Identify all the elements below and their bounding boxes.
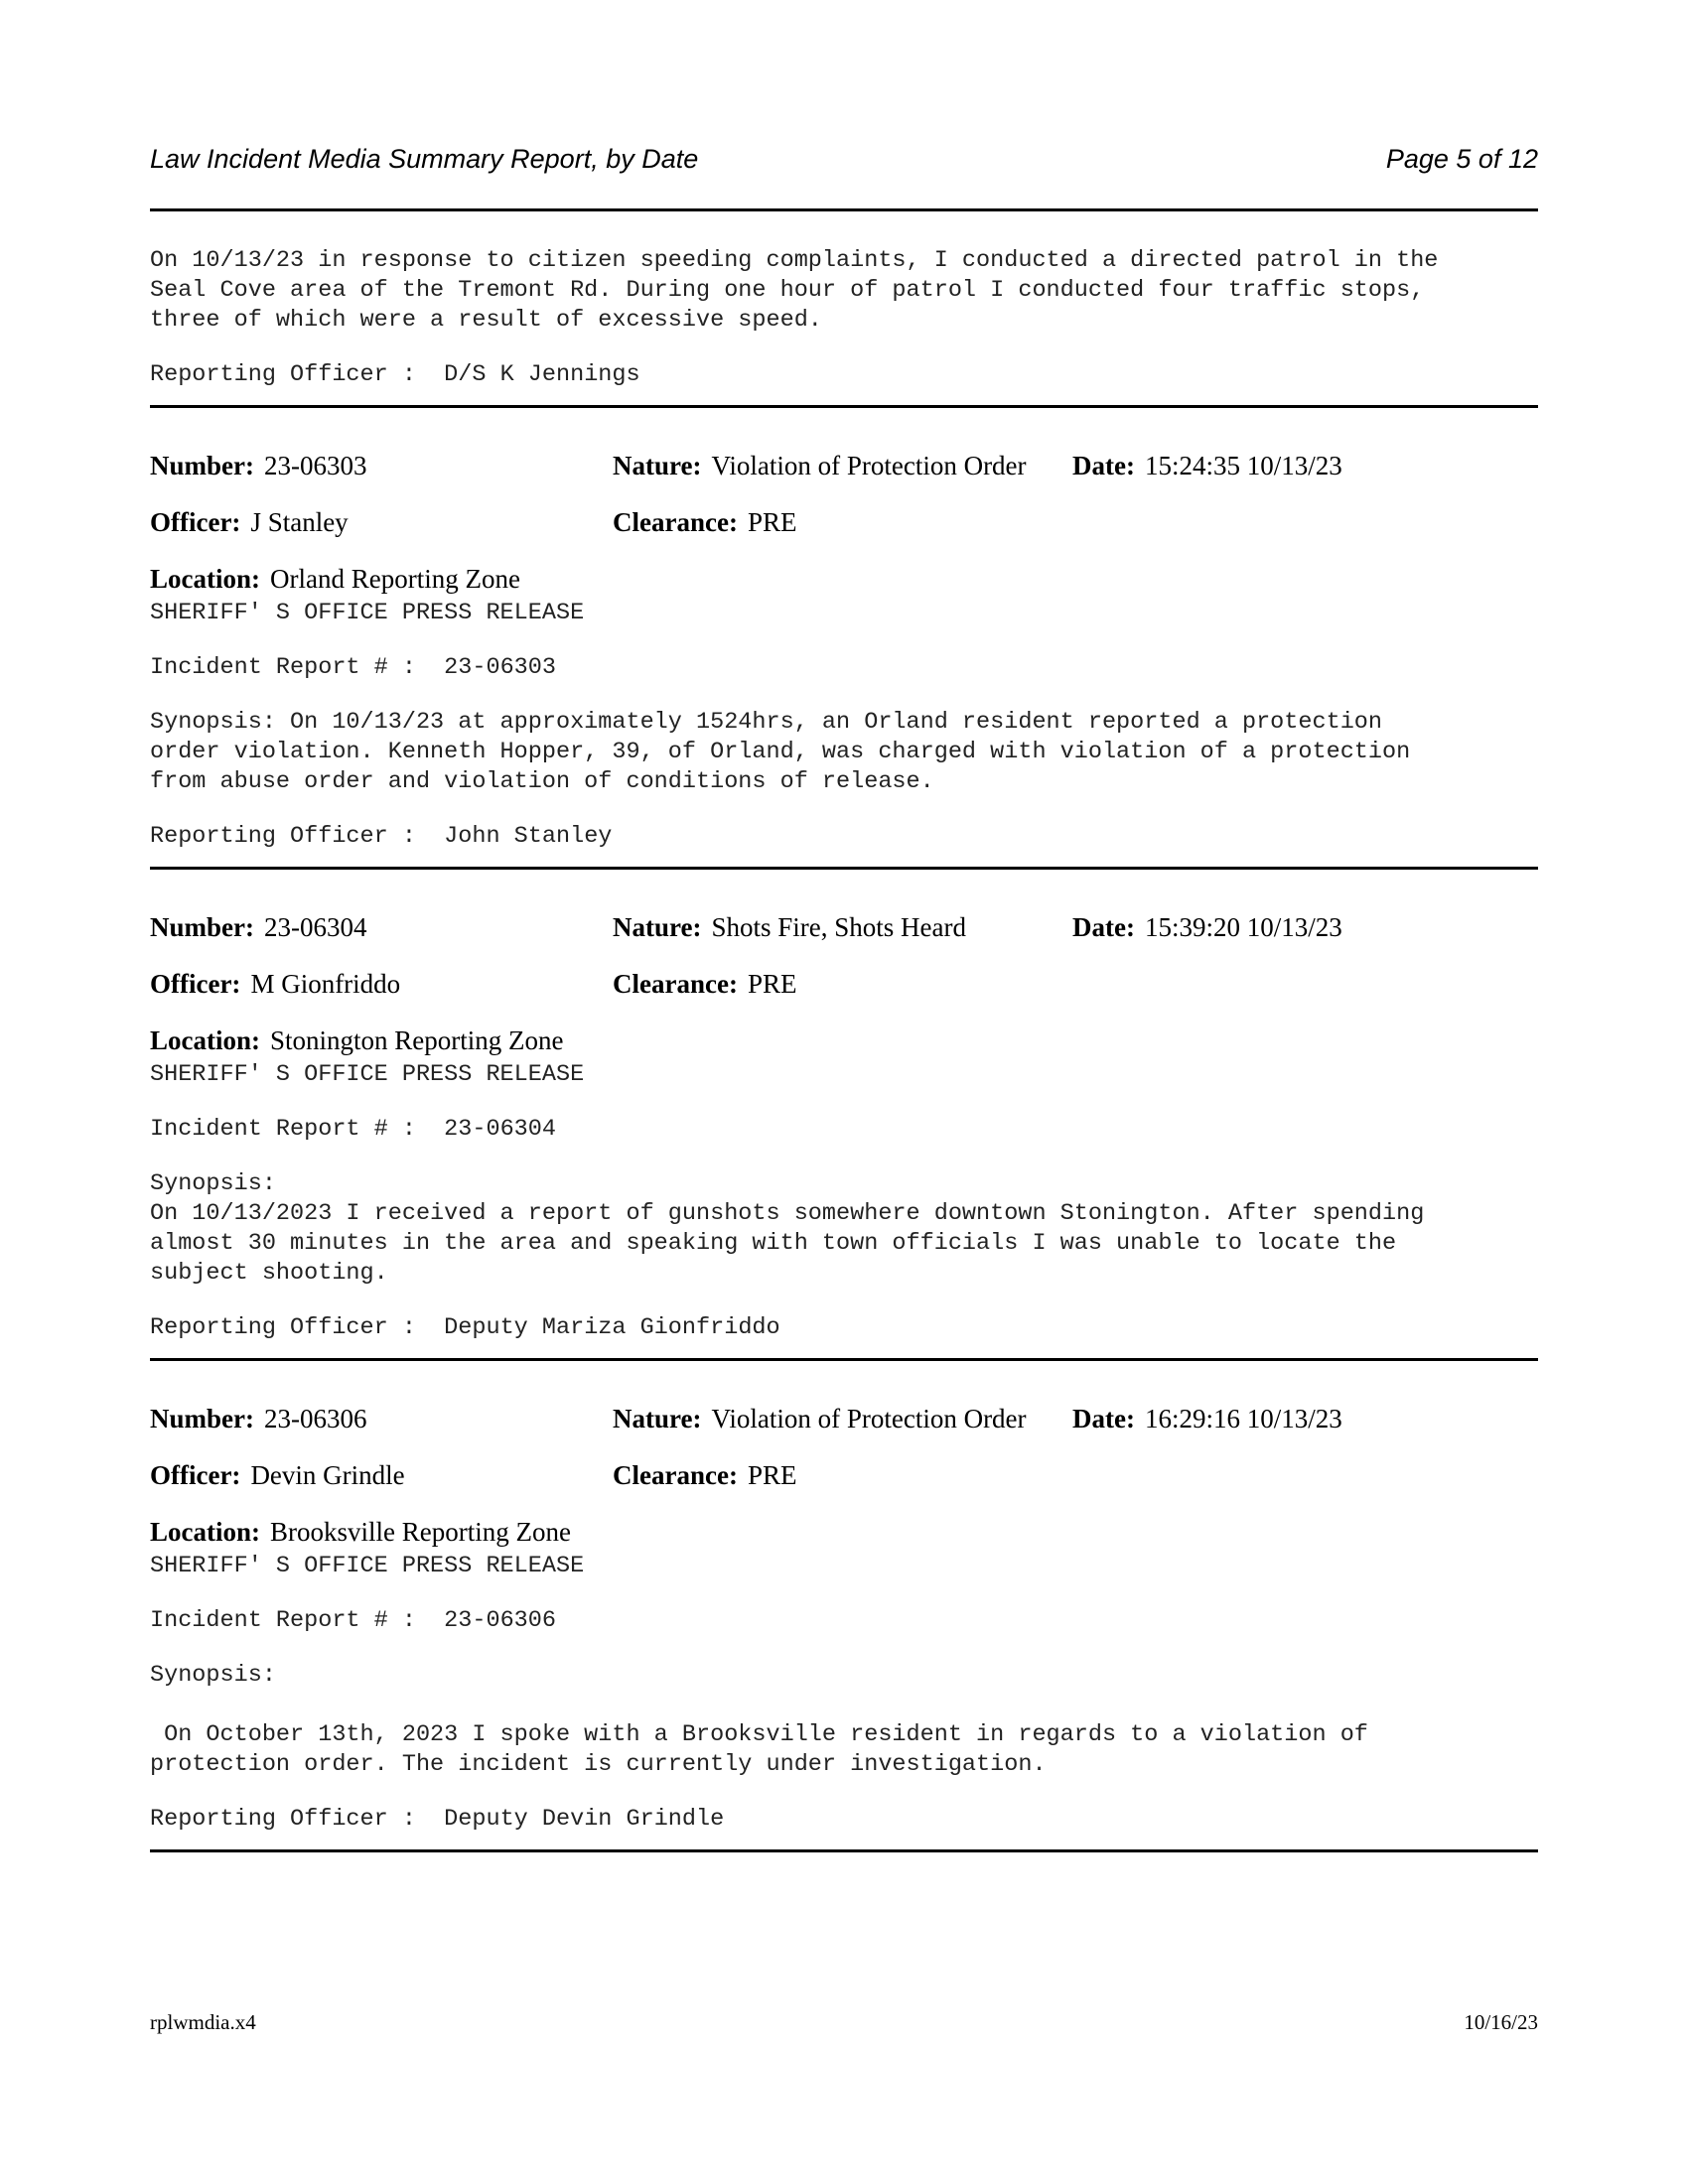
incident-reporting-officer (150, 822, 1540, 852)
date-label: Date: (1072, 912, 1135, 942)
officer-label: Officer: (150, 507, 241, 537)
clearance-value: PRE (747, 507, 797, 537)
incident-reporting-officer (150, 1313, 1540, 1343)
incident-nature (613, 1402, 1027, 1435)
nature-label: Nature: (613, 912, 702, 942)
date-value: 15:39:20 10/13/23 (1144, 912, 1342, 942)
reporting-officer-label: Reporting Officer : (150, 823, 416, 850)
press-release-line: SHERIFF' S OFFICE PRESS RELEASE (150, 1061, 585, 1088)
incident-report-label: Incident Report # : (150, 1116, 416, 1143)
section-divider (150, 1358, 1538, 1361)
incident-clearance (613, 505, 796, 539)
footer-report-code: rplwmdia.x4 (150, 2010, 256, 2034)
clearance-value: PRE (747, 1460, 797, 1490)
footer-print-date: 10/16/23 (1464, 2010, 1538, 2034)
nature-value: Shots Fire, Shots Heard (711, 912, 966, 942)
incident-location (150, 562, 520, 596)
location-label: Location: (150, 564, 260, 594)
nature-value: Violation of Protection Order (711, 1404, 1027, 1433)
reporting-officer-name: Deputy Mariza Gionfriddo (444, 1314, 780, 1341)
incident-report-label: Incident Report # : (150, 1607, 416, 1634)
reporting-officer-label: Reporting Officer : (150, 1314, 416, 1341)
reporting-officer-name: D/S K Jennings (444, 361, 640, 388)
date-label: Date: (1072, 451, 1135, 480)
incident-report-value: 23-06303 (444, 654, 556, 681)
reporting-officer-label: Reporting Officer : (150, 1806, 416, 1833)
nature-value: Violation of Protection Order (711, 451, 1027, 480)
number-value: 23-06306 (263, 1404, 367, 1433)
nature-label: Nature: (613, 451, 702, 480)
clearance-label: Clearance: (613, 507, 738, 537)
reporting-officer-name: John Stanley (444, 823, 613, 850)
officer-value: Devin Grindle (250, 1460, 405, 1490)
incident-number (150, 449, 366, 482)
officer-value: M Gionfriddo (250, 969, 401, 999)
reporting-officer-name: Deputy Devin Grindle (444, 1806, 725, 1833)
location-value: Orland Reporting Zone (270, 564, 520, 594)
officer-value: J Stanley (250, 507, 349, 537)
incident-reporting-officer (150, 1805, 1540, 1835)
incident-report-number (150, 653, 1540, 683)
incident-officer (150, 1458, 405, 1492)
incident-nature (613, 910, 966, 944)
report-title: Law Incident Media Summary Report, by Date (150, 144, 699, 174)
incident-officer (150, 505, 349, 539)
incident-clearance (613, 967, 796, 1001)
incident-synopsis: Synopsis: On 10/13/23 at approximately 1524hrs, an Orland resident reported a protection order violation. Kenneth Hopper, 39, of Orland, was charged with violation of a protection from abuse order and violation of conditions of release. (150, 709, 1411, 795)
clearance-label: Clearance: (613, 969, 738, 999)
incident-report-number (150, 1115, 1540, 1145)
incident-location (150, 1515, 571, 1549)
number-label: Number: (150, 1404, 254, 1433)
location-label: Location: (150, 1517, 260, 1547)
location-value: Stonington Reporting Zone (270, 1025, 564, 1055)
incident-date (1072, 1402, 1342, 1435)
page-header (150, 144, 1538, 184)
location-value: Brooksville Reporting Zone (270, 1517, 571, 1547)
incident-location (150, 1024, 563, 1057)
incident-report-label: Incident Report # : (150, 654, 416, 681)
section-divider (150, 867, 1538, 870)
continuation-synopsis: On 10/13/23 in response to citizen speeding complaints, I conducted a directed patrol in the Seal Cove area of the Tremont Rd. During one hour of patrol I conducted four traffic stops, three of which were a result of excessive speed. (150, 247, 1439, 334)
date-label: Date: (1072, 1404, 1135, 1433)
press-release-line: SHERIFF' S OFFICE PRESS RELEASE (150, 600, 585, 626)
incident-synopsis: Synopsis: On October 13th, 2023 I spoke with a Brooksville resident in regards to a violation of protection order. The incident is currently under investigation. (150, 1662, 1368, 1778)
incident-number (150, 1402, 366, 1435)
officer-label: Officer: (150, 969, 241, 999)
incident-clearance (613, 1458, 796, 1492)
date-value: 15:24:35 10/13/23 (1144, 451, 1342, 480)
section-divider (150, 1849, 1538, 1852)
incident-date (1072, 449, 1342, 482)
continuation-reporting-officer (150, 360, 1540, 390)
officer-label: Officer: (150, 1460, 241, 1490)
incident-officer (150, 967, 400, 1001)
incident-report-value: 23-06306 (444, 1607, 556, 1634)
clearance-value: PRE (747, 969, 797, 999)
section-divider (150, 405, 1538, 408)
press-release-line: SHERIFF' S OFFICE PRESS RELEASE (150, 1553, 585, 1579)
reporting-officer-label: Reporting Officer : (150, 361, 416, 388)
incident-report-value: 23-06304 (444, 1116, 556, 1143)
number-value: 23-06304 (263, 912, 367, 942)
number-value: 23-06303 (263, 451, 367, 480)
number-label: Number: (150, 451, 254, 480)
incident-synopsis: Synopsis: On 10/13/2023 I received a report of gunshots somewhere downtown Stonington. After spending almost 30 minutes in the area and speaking with town officials I was unable to locate the subject shooting. (150, 1170, 1425, 1287)
page-number: Page 5 of 12 (1385, 144, 1538, 174)
incident-nature (613, 449, 1027, 482)
header-divider (150, 208, 1538, 211)
incident-report-number (150, 1606, 1540, 1636)
nature-label: Nature: (613, 1404, 702, 1433)
incident-number (150, 910, 366, 944)
incident-date (1072, 910, 1342, 944)
date-value: 16:29:16 10/13/23 (1144, 1404, 1342, 1433)
location-label: Location: (150, 1025, 260, 1055)
number-label: Number: (150, 912, 254, 942)
clearance-label: Clearance: (613, 1460, 738, 1490)
